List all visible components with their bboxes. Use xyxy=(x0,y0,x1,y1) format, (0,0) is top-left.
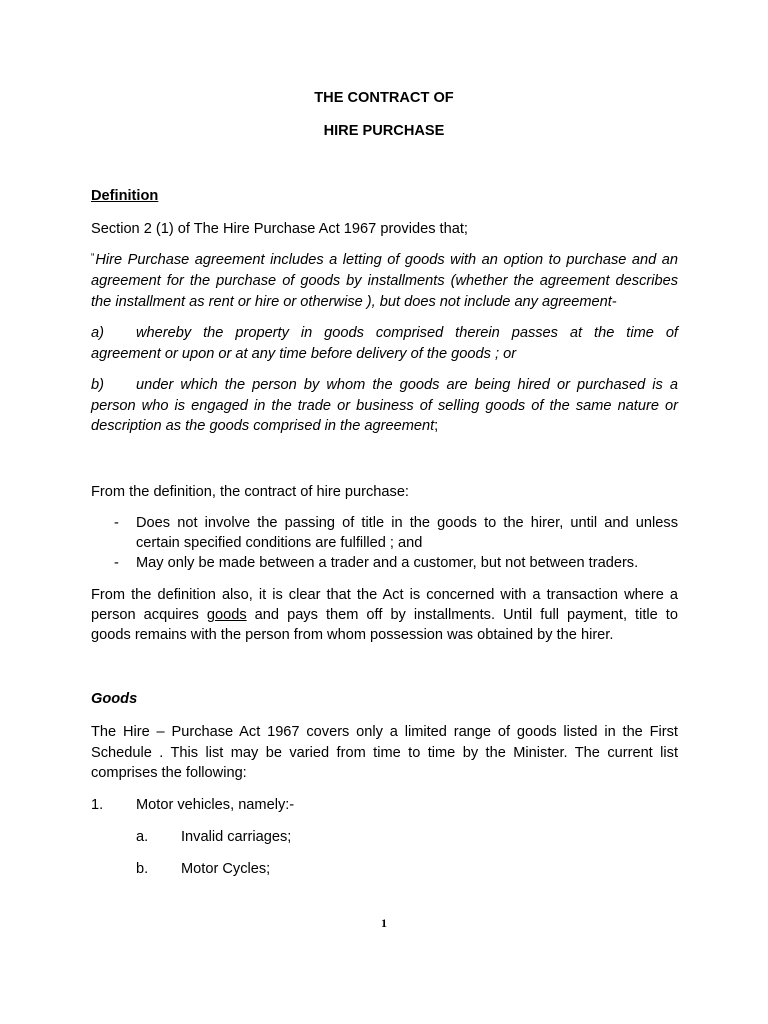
goods-para-line-2: Schedule . This list may be varied from time to time by the Minister. The current list xyxy=(91,745,678,761)
goods-para-line-3: comprises the following: xyxy=(91,765,247,781)
quote-line-3: the installment as rent or hire or otherwise ), but does not include any agreement- xyxy=(91,294,617,310)
bullet-1-line-2: certain specified conditions are fulfilled ; and xyxy=(136,535,423,551)
sub-item-a-letter: a. xyxy=(136,829,149,845)
title-line-1: THE CONTRACT OF xyxy=(314,90,454,106)
goods-heading: Goods xyxy=(91,691,138,707)
clause-b-marker: b) xyxy=(91,377,104,393)
clause-a-line-2: agreement or upon or at any time before delivery of the goods ; or xyxy=(91,346,517,362)
title-line-2: HIRE PURCHASE xyxy=(323,123,445,139)
also-line-2 xyxy=(91,607,678,623)
list-item-1-text: Motor vehicles, namely:- xyxy=(136,797,295,813)
clause-b-line-3-tail: ; xyxy=(434,418,439,434)
quote-line-1-text: Hire Purchase agreement includes a letting of goods with an option to purchase and an xyxy=(95,252,678,268)
bullet-2-line-1: May only be made between a trader and a customer, but not between traders. xyxy=(136,555,639,571)
goods-underlined-word: goods xyxy=(206,607,247,623)
definition-intro: Section 2 (1) of The Hire Purchase Act 1967 provides that; xyxy=(91,221,468,237)
quote-line-1 xyxy=(91,252,678,268)
clause-b-line-3-text: description as the goods comprised in the agreement xyxy=(91,418,435,434)
clause-b-line-1: under which the person by whom the goods are being hired or purchased is a xyxy=(136,377,678,393)
quote-line-2: agreement for the purchase of goods by installments (whether the agreement describes xyxy=(91,273,678,289)
clause-b-line-3 xyxy=(91,418,438,434)
clause-a-marker: a) xyxy=(91,325,104,341)
clause-b-line-2: person who is engaged in the trade or business of selling goods of the same nature or xyxy=(91,398,678,414)
from-definition-intro: From the definition, the contract of hire purchase: xyxy=(91,484,409,500)
bullet-1-line-1: Does not involve the passing of title in the goods to the hirer, until and unless xyxy=(136,515,678,531)
sub-item-b-letter: b. xyxy=(136,861,149,877)
also-line-2-before: person acquires xyxy=(91,607,207,623)
clause-a-line-1: whereby the property in goods comprised therein passes at the time of xyxy=(136,325,678,341)
list-item-1-number: 1. xyxy=(91,797,104,813)
also-line-1: From the definition also, it is clear that the Act is concerned with a transaction where a xyxy=(91,587,678,603)
open-quote-mark: “ xyxy=(91,252,95,263)
goods-para-line-1: The Hire – Purchase Act 1967 covers only a limited range of goods listed in the First xyxy=(91,724,678,740)
bullet-1-dash: - xyxy=(114,515,119,531)
bullet-2-dash: - xyxy=(114,555,119,571)
page-number: 1 xyxy=(381,916,387,930)
also-line-3: goods remains with the person from whom possession was obtained by the hirer. xyxy=(91,627,614,643)
also-line-2-after: and pays them off by installments. Until full payment, title to xyxy=(246,607,678,623)
definition-heading: Definition xyxy=(91,188,159,204)
sub-item-b-text: Motor Cycles; xyxy=(181,861,271,877)
sub-item-a-text: Invalid carriages; xyxy=(181,829,292,845)
